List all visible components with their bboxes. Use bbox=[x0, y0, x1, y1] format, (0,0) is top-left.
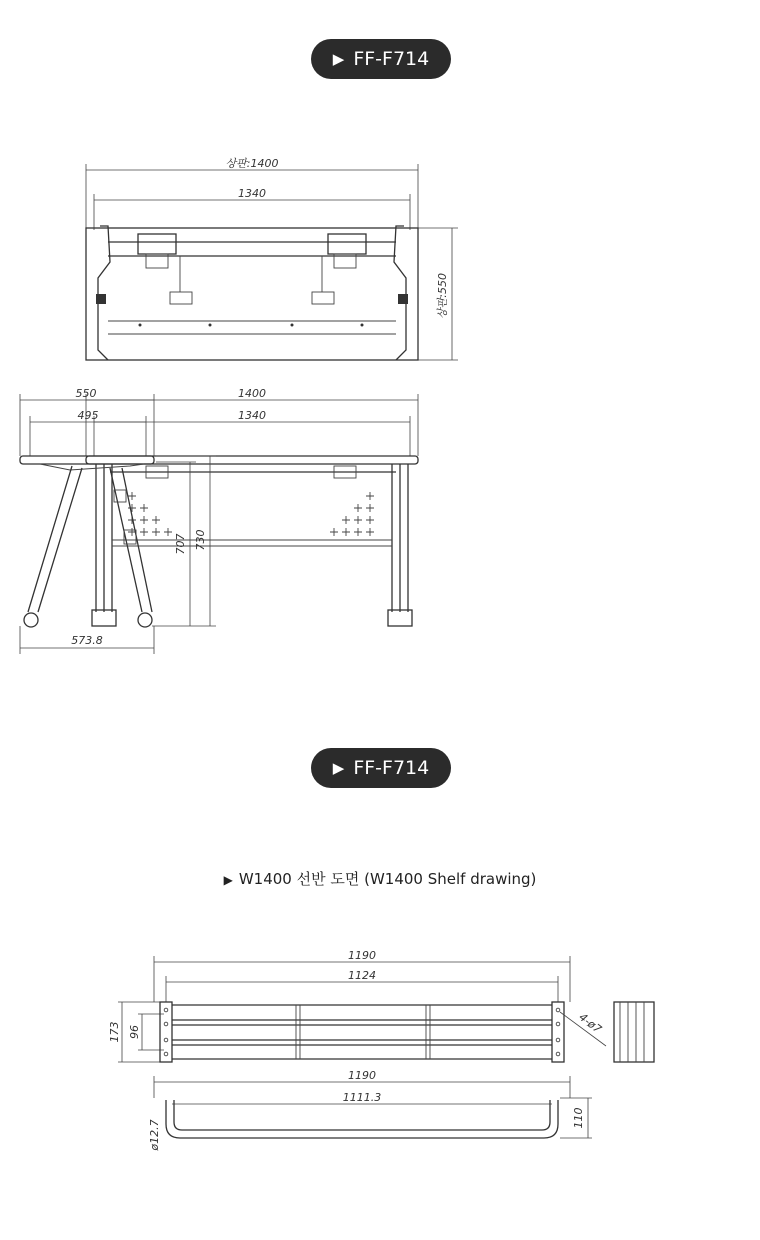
shelf-front-drawing bbox=[0, 1068, 760, 1160]
shelf-front-height-label: 110 bbox=[572, 1107, 585, 1129]
shelf-holes-label: 4-ø7 bbox=[576, 1010, 604, 1036]
model-header-badge bbox=[311, 39, 451, 79]
shelf-inner-width-label: 1124 bbox=[348, 969, 376, 982]
top-overall-width-label: 상판:1400 bbox=[225, 157, 279, 170]
play-triangle-icon: ▶ bbox=[332, 50, 345, 68]
model-header-label: FF-F714 bbox=[353, 48, 430, 70]
side-view-drawing bbox=[0, 385, 300, 655]
side-base-depth-label: 573.8 bbox=[71, 634, 103, 647]
side-inner-depth-label: 495 bbox=[77, 409, 99, 422]
side-leg-height-label: 707 bbox=[174, 533, 187, 555]
play-triangle-icon: ▶ bbox=[332, 759, 345, 777]
front-inner-width-label: 1340 bbox=[238, 409, 266, 422]
model-header-badge-2 bbox=[311, 748, 451, 788]
play-triangle-icon: ▶ bbox=[223, 873, 233, 887]
shelf-depth-outer-label: 173 bbox=[108, 1021, 121, 1043]
front-overall-width-label: 1400 bbox=[238, 387, 266, 400]
side-total-height-label: 730 bbox=[194, 529, 207, 551]
shelf-front-overall-width-label: 1190 bbox=[348, 1069, 376, 1082]
shelf-front-inner-width-label: 1111.3 bbox=[342, 1091, 382, 1104]
top-inner-width-label: 1340 bbox=[238, 187, 266, 200]
shelf-depth-inner-label: 96 bbox=[128, 1025, 141, 1039]
top-depth-label: 상판:550 bbox=[436, 273, 449, 319]
shelf-front-tube-label: ø12.7 bbox=[148, 1119, 161, 1151]
shelf-overall-width-label: 1190 bbox=[348, 949, 376, 962]
top-view-drawing bbox=[0, 150, 760, 370]
model-header-label-2: FF-F714 bbox=[353, 757, 430, 779]
shelf-drawing-title bbox=[0, 868, 760, 889]
shelf-plan-drawing bbox=[0, 940, 760, 1070]
side-top-depth-label: 550 bbox=[75, 387, 97, 400]
shelf-drawing-title-text: W1400 선반 도면 (W1400 Shelf drawing) bbox=[238, 870, 537, 888]
